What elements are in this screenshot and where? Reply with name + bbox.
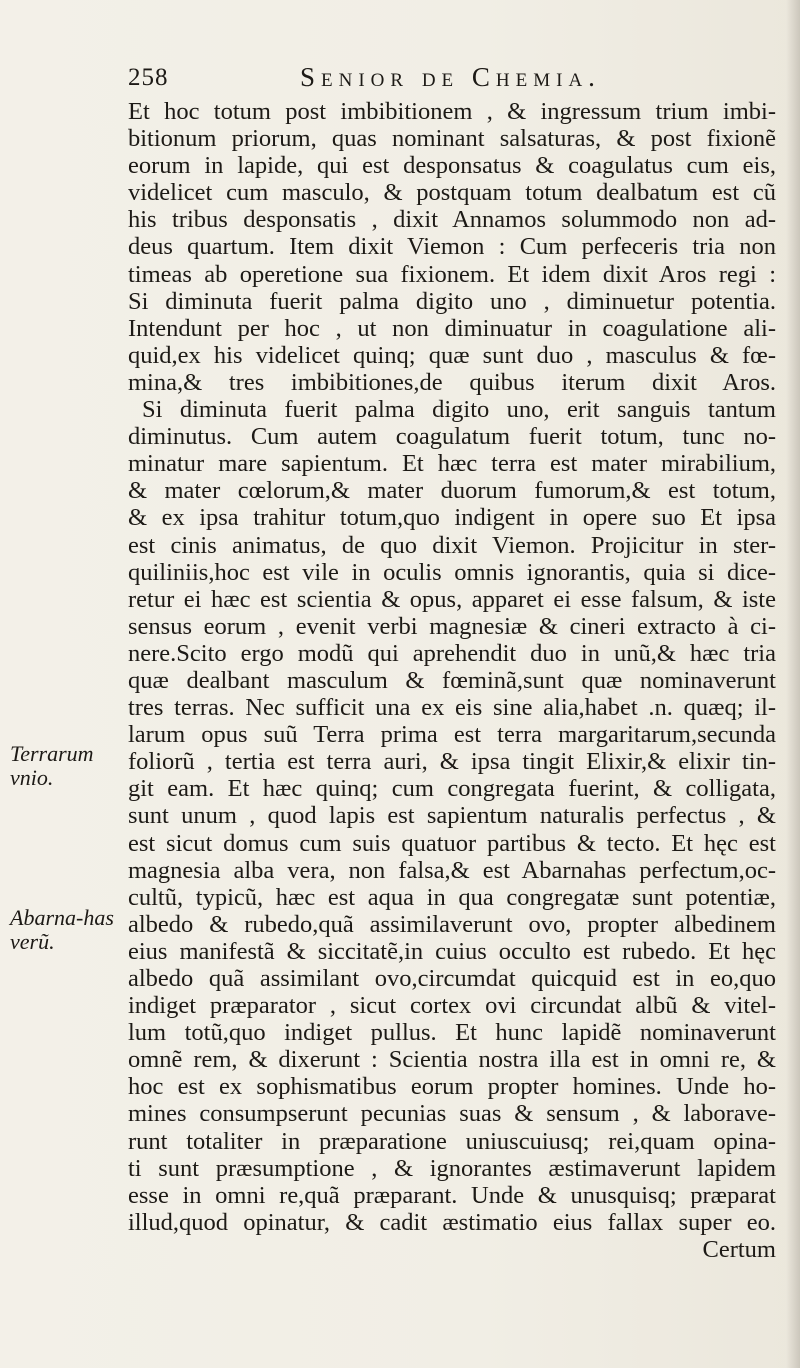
text-line: albedo quã assimilant ovo,circumdat quicquid est in eo,quo (128, 965, 776, 992)
catchword: Certum (702, 1235, 776, 1263)
text-line: indiget præparator , sicut cortex ovi circundat albũ & vitel- (128, 992, 776, 1020)
text-line: omnẽ rem, & dixerunt : Scientia nostra illa est in omni re, & (128, 1046, 776, 1074)
text-line: magnesia alba vera, non falsa,& est Abarnahas perfectum,oc- (128, 856, 776, 884)
text-line: sunt unum , quod lapis est sapientum naturalis perfectus , & (128, 802, 776, 830)
text-line: Et hoc totum post imbibitionem , & ingressum trium imbi- (128, 98, 776, 125)
text-line: videlicet cum masculo, & postquam totum dealbatum est cũ (128, 179, 776, 207)
text-line: sensus eorum , evenit verbi magnesiæ & cineri extracto à ci- (128, 612, 776, 640)
text-line: eius manifestã & siccitatẽ,in cuius occulto est rubedo. Et hęc (128, 937, 776, 965)
text-line: nere.Scito ergo modũ qui aprehendit duo in unũ,& hæc tria (128, 639, 776, 667)
text-line: quid,ex his videlicet quinq; quæ sunt duo , masculus & fœ- (128, 341, 776, 369)
text-line: Si diminuta fuerit palma digito uno , diminuetur potentia. (128, 287, 776, 315)
text-line: hoc est ex sophismatibus eorum propter homines. Unde ho- (128, 1073, 776, 1101)
text-line: est cinis animatus, de quo dixit Viemon. Projicitur in ster- (128, 531, 776, 559)
text-line: est sicut domus cum suis quatuor partibus & tecto. Et hęc est (128, 829, 776, 857)
text-line: Si diminuta fuerit palma digito uno, erit sanguis tantum (142, 396, 776, 424)
text-line: & mater cœlorum,& mater duorum fumorum,& est totum, (128, 477, 776, 505)
page-edge-shadow (786, 0, 800, 1368)
text-line: tres terras. Nec sufficit una ex eis sine alia,habet .n. quæq; il- (128, 694, 776, 722)
text-line: illud,quod opinatur, & cadit æstimatio eius fallax super eo. (128, 1208, 776, 1236)
text-line: his tribus desponsatis , dixit Annamos solummodo non ad- (128, 206, 776, 234)
text-line: mina,& tres imbibitiones,de quibus iterum dixit Aros. (128, 368, 776, 396)
text-line: cultũ, typicũ, hæc est aqua in qua congregatæ sunt potentiæ, (128, 883, 776, 911)
text-line: bitionum priorum, quas nominant salsaturas, & post fixionẽ (128, 125, 776, 153)
text-line: Intendunt per hoc , ut non diminuatur in coagulatione ali- (128, 314, 776, 342)
text-line: mines consumpserunt pecunias suas & sensum , & laborave- (128, 1100, 776, 1128)
text-line: eorum in lapide, qui est desponsatus & coagulatus cum eis, (128, 152, 776, 180)
text-line: lum totũ,quo indiget pullus. Et hunc lapidẽ nominaverunt (128, 1019, 776, 1047)
body-text (128, 98, 776, 1263)
text-line: & ex ipsa trahitur totum,quo indigent in opere suo Et ipsa (128, 504, 776, 532)
text-line: git eam. Et hæc quinq; cum congregata fuerint, & colligata, (128, 775, 776, 803)
margin-note-abarnahas: Abarna-has verũ. (10, 905, 114, 954)
text-line: minatur mare sapientum. Et hæc terra est mater mirabilium, (128, 450, 776, 478)
page-header (128, 62, 768, 98)
text-line: retur ei hæc est scientia & opus, apparet ei esse falsum, & iste (128, 585, 776, 613)
text-line: esse in omni re,quã præparant. Unde & unusquisq; præparat (128, 1181, 776, 1209)
text-line: quæ dealbant masculum & fœminã,sunt quæ nominaverunt (128, 666, 776, 694)
page-number: 258 (128, 64, 169, 91)
text-line: deus quartum. Item dixit Viemon : Cum perfeceris tria non (128, 233, 776, 261)
text-line: quiliniis,hoc est vile in oculis omnis ignorantis, quia si dice- (128, 558, 776, 586)
text-line: albedo & rubedo,quã assimilaverunt ovo, propter albedinem (128, 910, 776, 938)
text-line: diminutus. Cum autem coagulatum fuerit totum, tunc no- (128, 423, 776, 451)
text-line: runt totaliter in præparatione uniuscuiusq; rei,quam opina- (128, 1127, 776, 1155)
margin-note-terrarum: Terrarum vnio. (10, 741, 94, 790)
text-line: timeas ab operetione sua fixionem. Et idem dixit Aros regi : (128, 260, 776, 288)
text-line: foliorũ , tertia est terra auri, & ipsa tingit Elixir,& elixir tin- (128, 748, 776, 776)
text-line: larum opus suũ Terra prima est terra margaritarum,secunda (128, 721, 776, 749)
running-title: Senior de Chemia. (300, 62, 601, 92)
text-line: ti sunt præsumptione , & ignorantes æstimaverunt lapidem (128, 1154, 776, 1182)
